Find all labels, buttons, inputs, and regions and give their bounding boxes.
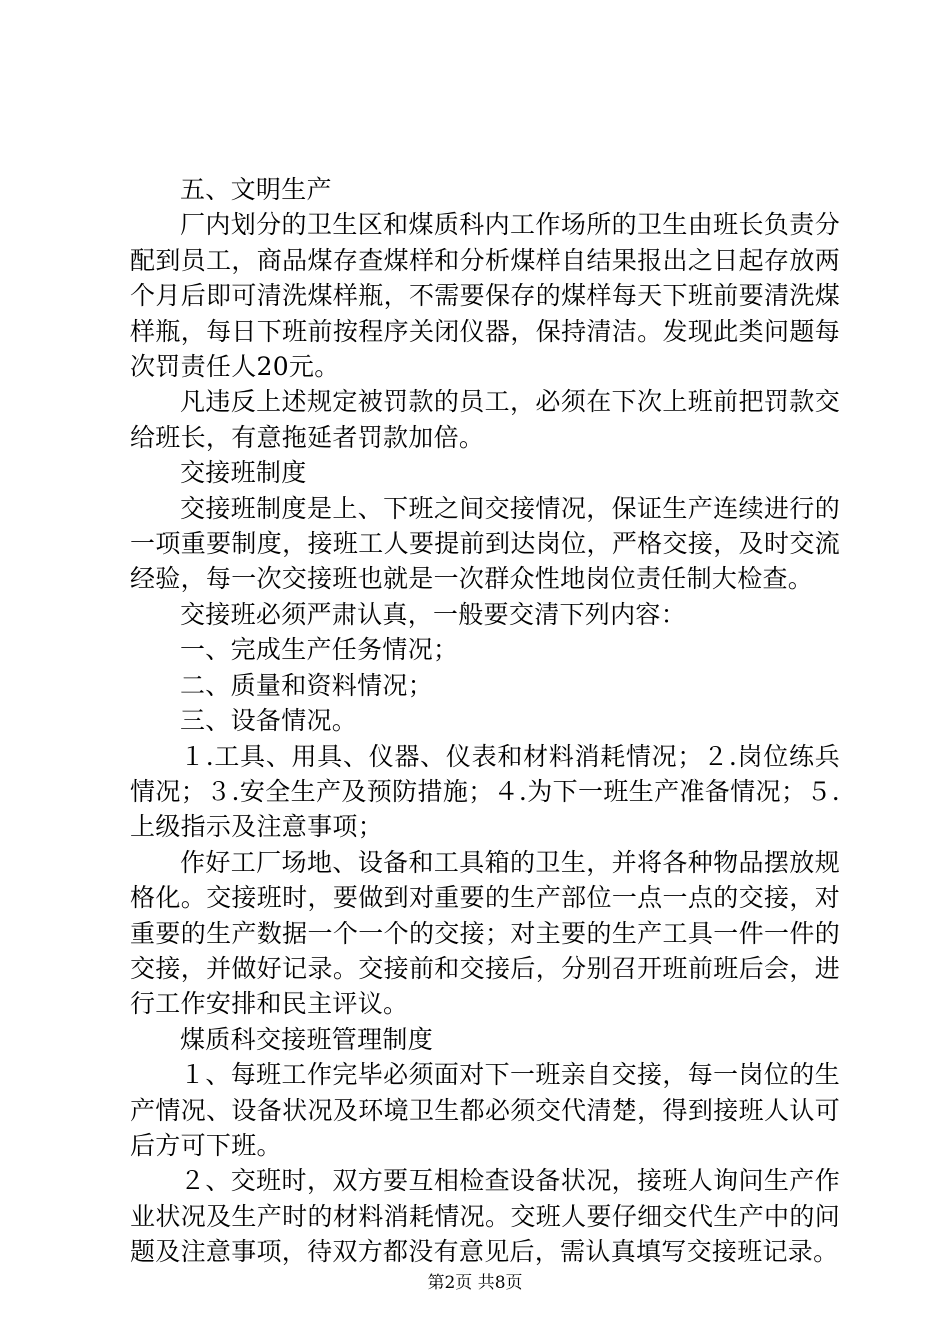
list-item-equipment: 三、设备情况。 (180, 706, 358, 736)
section-heading-civilized-production: 五、文明生产 (180, 175, 332, 204)
paragraph-fine-payment: 凡违反上述规定被罚款的员工，必须在下次上班前把罚款交给班长，有意拖延者罚款加倍。 (130, 387, 840, 452)
paragraph-handover-contents-intro: 交接班必须严肃认真，一般要交清下列内容： (180, 599, 687, 629)
document-body (130, 172, 840, 1270)
paragraph-equipment-details: １.工具、用具、仪器、仪表和材料消耗情况；２.岗位练兵情况；３.安全生产及预防措施；４.为下一班生产准备情况；５.上级指示及注意事项； (130, 741, 840, 842)
section-heading-shift-handover: 交接班制度 (180, 458, 307, 488)
section-heading-coal-quality-handover: 煤质科交接班管理制度 (180, 1024, 434, 1054)
paragraph-workplace-hygiene: 作好工厂场地、设备和工具箱的卫生，并将各种物品摆放规格化。交接班时，要做到对重要的生产部位一点一点的交接，对重要的生产数据一个一个的交接；对主要的生产工具一件一件的交接，并做好记录。交接前和交接后，分别召开班前班后会，进行工作安排和民主评议。 (130, 847, 840, 1019)
page-number-footer: 第2页 共8页 (427, 1273, 523, 1293)
paragraph-rule-1: １、每班工作完毕必须面对下一班亲自交接，每一岗位的生产情况、设备状况及环境卫生都必须交代清楚，得到接班人认可后方可下班。 (130, 1060, 840, 1160)
list-item-quality-data: 二、质量和资料情况； (180, 670, 434, 700)
paragraph-rule-2: ２、交班时，双方要互相检查设备状况，接班人询问生产作业状况及生产时的材料消耗情况。交班人要仔细交代生产中的问题及注意事项，待双方都没有意见后，需认真填写交接班记录。 (130, 1166, 840, 1267)
paragraph-handover-definition: 交接班制度是上、下班之间交接情况，保证生产连续进行的一项重要制度，接班工人要提前到达岗位，严格交接，及时交流经验，每一次交接班也就是一次群众性地岗位责任制大检查。 (130, 493, 840, 594)
paragraph-hygiene-rules: 厂内划分的卫生区和煤质科内工作场所的卫生由班长负责分配到员工，商品煤存查煤样和分析煤样自结果报出之日起存放两个月后即可清洗煤样瓶，不需要保存的煤样每天下班前要清洗煤样瓶，每日下班前按程序关闭仪器，保持清洁。发现此类问题每次罚责任人20元。 (130, 210, 840, 382)
list-item-production-tasks: 一、完成生产任务情况； (180, 635, 459, 665)
